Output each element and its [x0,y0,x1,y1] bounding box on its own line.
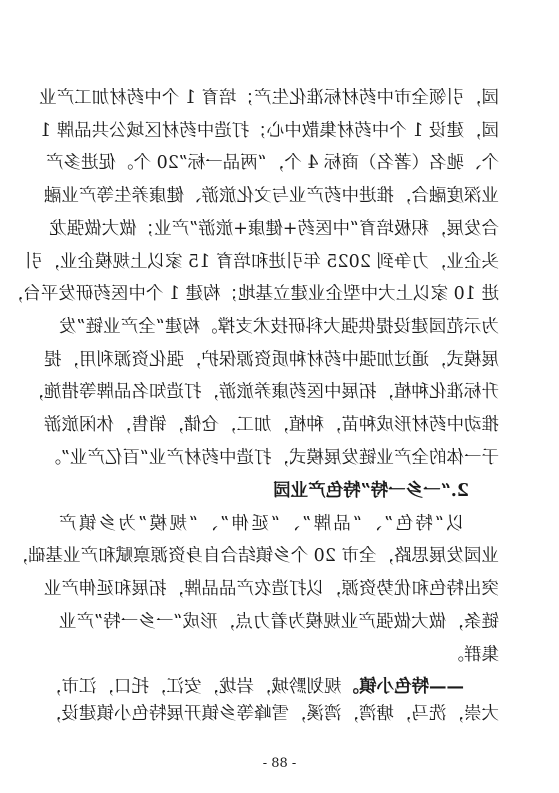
section-heading: 2.“一乡一特”特色产业园 [273,481,469,501]
text-line: 以“特色”、“品牌”、“延伸”、“规模”为乡镇产 [59,514,464,534]
text-line: 集群。 [446,645,499,665]
text-line: 业深度融合，推进中药产业与文化旅游、健康养生等产业融 [44,186,499,206]
text-line: 突出特色和优势资源，以打造农产品品牌，拓展和延伸产业 [44,579,499,599]
text-line: 推动中药材形成种苗，种植，加工，仓储，销售，休闲旅游 [44,415,499,435]
text-line: 园，建设 1 个中药材集散中心；打造中药材区域公共品牌 1 [40,121,499,141]
text-line: 进 10 家以上大中型企业建立基地；构建 1 个中医药研发平台， [5,284,499,304]
text-line: 升标准化种植，拓展中医药康养旅游，打造知名品牌等措施， [26,382,499,402]
subsection-title: ——特色小镇。 [341,677,464,697]
text-line: 链条，做大做强产业规模为着力点，形成“一乡一特”产业 [59,612,499,632]
text-line: 为示范园建设提供强大科研技术支撑。构建“全产业链”发 [59,317,499,337]
text-line: 业园发展思路，全市 20 个乡镇结合自身资源禀赋和产业基础， [10,546,499,566]
text-line: 园，引领全市中药材标准化生产；培育 1 个中药材加工产业 [39,88,499,108]
text-line: 合发展，积极培育“中医药+健康+旅游”产业；做大做强龙 [49,219,499,239]
page-number: - 88 - [262,756,297,771]
text-line: 头企业，力争到 2025 年引进和培育 15 家以上规模企业，引 [24,252,499,272]
text-line: 大崇，洗马，塘湾，湾溪，雪峰等乡镇开展特色小镇建设， [44,704,499,724]
text-line: 于一体的全产业链发展模式，打造中药材产业“百亿产业”。 [43,448,499,468]
subsection-line [44,677,464,697]
subsection-text: 规划黔城，岩垅，安江，托口，江市， [44,677,342,697]
text-line: 展模式，通过加强中药材种质资源保护，强化资源利用，提 [44,350,499,370]
text-line: 个、驰名（著名）商标 4 个，“两品一标”20 个。促进多产 [46,153,499,173]
